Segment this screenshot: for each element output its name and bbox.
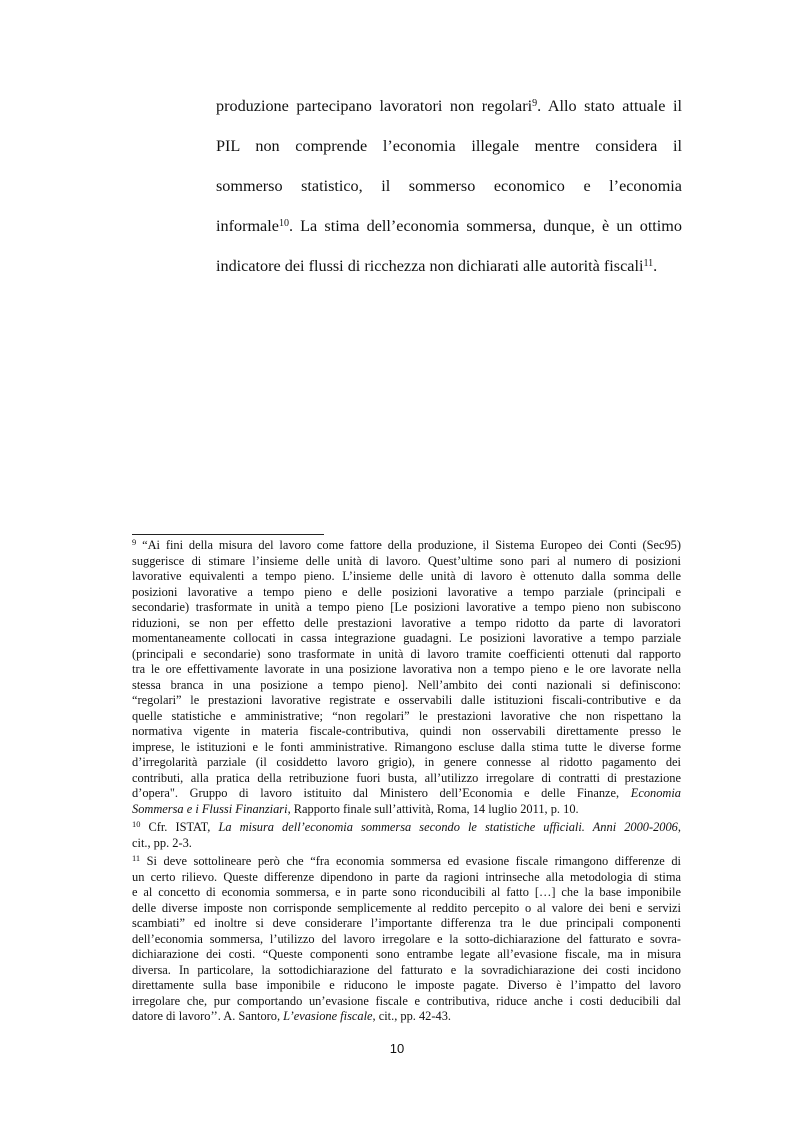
body-line: sommerso statistico, il sommerso economico e l’economia: [216, 177, 682, 195]
body-line: indicatore dei flussi di ricchezza non dichiarati alle autorità fiscali$^{11}$.: [216, 257, 658, 275]
footnote-line: lavorative equivalenti a tempo pieno. L’insieme delle unità di lavoro è ottenuto dalla somma delle: [132, 569, 681, 583]
footnote-line: $^{11}$ Si deve sottolineare però che “fra economia sommersa ed evasione fiscale rimangono differenze di: [132, 853, 681, 868]
footnote-line: posizioni lavorative a tempo pieno e delle posizioni lavorative a tempo parziale (principali e: [132, 584, 681, 599]
footnote-11: [132, 854, 681, 1025]
footnote-line: imprese, le istituzioni e le fonti amministrative. Rimangono escluse dalla stima tutte le diverse forme: [132, 739, 681, 754]
footnote-line: momentaneamente collocati in cassa integrazione guadagni. Le posizioni lavorative a tempo parziale: [132, 631, 681, 645]
footnotes: [132, 538, 681, 1028]
footnote-line: quelle statistiche e amministrative; “non regolari” le prestazioni lavorative che non rispettano la: [132, 708, 681, 723]
footnote-number: 11: [132, 853, 141, 864]
footnote-10: [132, 820, 681, 851]
footnote-line: riduzioni, se non per effetto delle prestazioni lavorative a tempo ridotto da parte di lavoratori: [132, 615, 681, 630]
footnote-line: suggerisce di stimare l’insieme delle unità di lavoro. Quest’ultime sono pari al numero di posizioni: [132, 553, 681, 568]
footnote-separator: [132, 534, 324, 535]
footnote-line: datore di lavoro’’. A. Santoro, L’evasione fiscale, cit., pp. 42-43.: [132, 1009, 451, 1023]
footnote-ref[interactable]: 9: [532, 97, 538, 109]
footnote-line: (principali e secondarie) sono trasformate in unità di lavoro tramite coefficienti ottenuti dal rapporto: [132, 646, 681, 661]
body-line: PIL non comprende l’economia illegale mentre considera il: [216, 137, 682, 155]
footnote-line: dichiarazione dei costi. “Queste componenti sono entrambe legate all’evasione fiscale, ma in misura: [132, 947, 681, 961]
footnote-line: e al concetto di economia sommersa, e in parte sono riconducibili al fatto […] che la base imponibile: [132, 885, 681, 899]
body-paragraph: [216, 86, 682, 286]
footnote-line: normativa vigente in materia fiscale-contributiva, quindi non osservabili direttamente presso le: [132, 724, 681, 738]
body-line: produzione partecipano lavoratori non regolari$^9$. Allo stato attuale il: [216, 97, 683, 115]
footnote-line: irregolare che, pur comportando un’evasione fiscale e contributiva, riduce anche i costi deducibili dal: [132, 993, 681, 1008]
footnote-line: stessa branca in una posizione a tempo pieno]. Nell’ambito dei conti nazionali si definiscono:: [132, 677, 681, 692]
footnote-line: secondarie) trasformate in unità a tempo pieno [Le posizioni lavorative a tempo pieno non subiscono: [132, 600, 681, 614]
footnote-line: “regolari” le prestazioni lavorative registrate e osservabili dalle istituzioni fiscali-contributive e da: [132, 693, 681, 707]
footnote-line: d’opera". Gruppo di lavoro istituito dal Ministero dell’Economia e delle Finanze, Economia: [132, 786, 681, 800]
footnote-line: un certo rilievo. Queste differenze dipendono in parte da ragioni intrinseche alla metodologia di stima: [132, 869, 681, 884]
body-line: informale$^{10}$. La stima dell’economia sommersa, dunque, è un ottimo: [216, 217, 682, 235]
page-number: 10: [389, 1041, 405, 1056]
footnote-9: [132, 538, 681, 817]
footnote-number: 10: [132, 819, 141, 830]
footnote-line: Sommersa e i Flussi Finanziari, Rapporto finale sull’attività, Roma, 14 luglio 2011, p. 10.: [132, 801, 579, 816]
footnote-line: diversa. In particolare, la sottodichiarazione del fatturato e la sovradichiarazione dei costi incidono: [132, 962, 681, 977]
footnote-line: contributi, alla pratica della retribuzione fuori busta, all’utilizzo irregolare di contratti di prestazione: [132, 770, 681, 785]
footnote-ref[interactable]: 10: [278, 217, 289, 229]
footnote-ref[interactable]: 11: [643, 257, 654, 269]
footnote-line: cit., pp. 2-3.: [132, 835, 192, 850]
footnote-line: $^9$ “Ai fini della misura del lavoro come fattore della produzione, il Sistema Europeo dei Conti (Sec95): [132, 537, 681, 552]
footnote-line: scambiati” ed inoltre si deve considerare l’importante differenza tra le due principali componenti: [132, 916, 681, 930]
footnote-line: $^{10}$ Cfr. ISTAT, La misura dell’economia sommersa secondo le statistiche ufficiali. Anni 2000-2006,: [132, 819, 681, 834]
footnote-line: tra le ore effettivamente lavorate in una posizione lavorativa non a tempo pieno e le ore lavorate nella: [132, 662, 681, 676]
footnote-number: 9: [132, 537, 137, 548]
footnote-line: d’irregolarità parziale (il cosiddetto lavoro grigio), in genere connesse al ridotto pagamento dei: [132, 755, 681, 769]
footnote-line: direttamente sulla base imponibile e riducono le imposte pagate. Diverso è l’impatto del lavoro: [132, 978, 681, 992]
footnote-line: dell’economia sommersa, l’utilizzo del lavoro irregolare e la sotto-dichiarazione del fatturato e sovra-: [132, 931, 681, 946]
footnote-line: delle diverse imposte non corrisponde semplicemente al reddito percepito o al valore dei beni e servizi: [132, 900, 681, 915]
